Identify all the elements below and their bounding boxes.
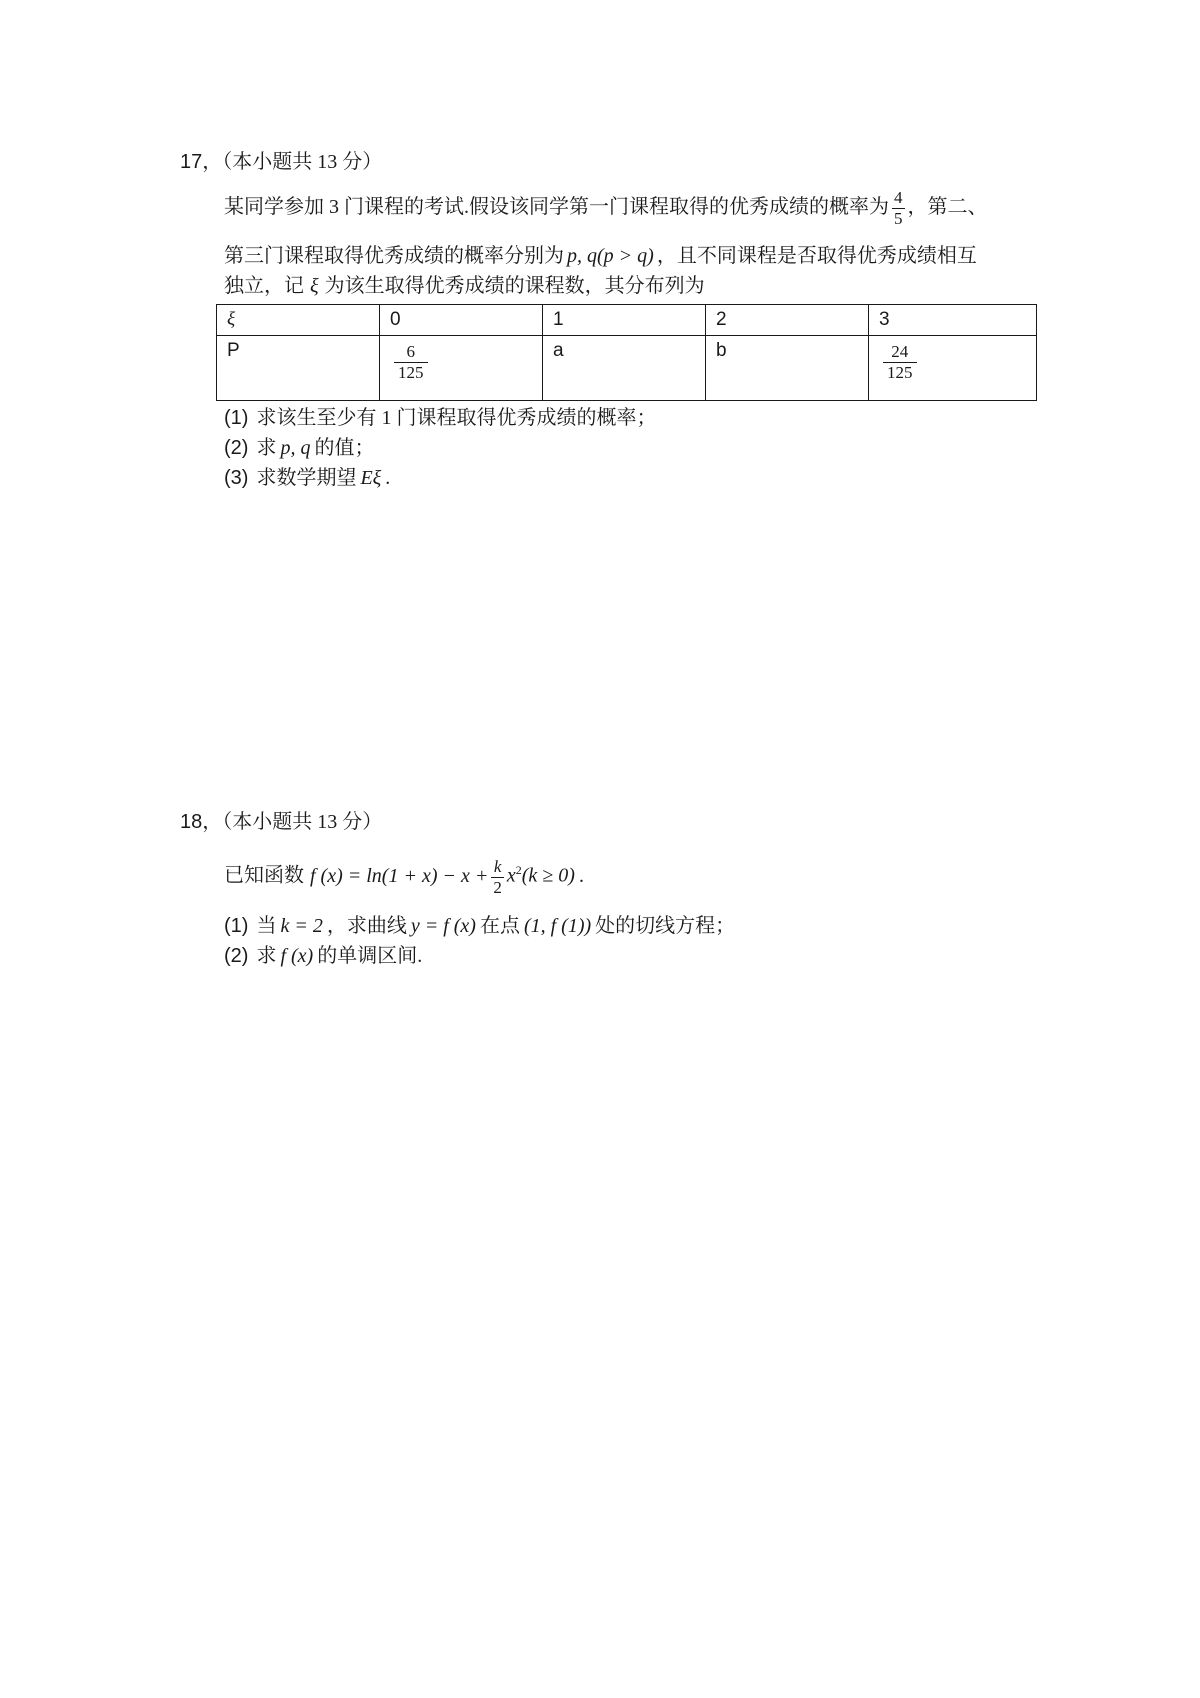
q17-sub2 bbox=[224, 434, 374, 462]
q17-sub3 bbox=[224, 464, 390, 492]
q17-line2 bbox=[224, 242, 977, 270]
q18-sub2-index: (2) bbox=[224, 945, 249, 967]
q17-number: 17， bbox=[180, 151, 223, 173]
table-cell-3: 3 bbox=[869, 305, 1037, 336]
q17-sub1 bbox=[224, 404, 656, 432]
fraction-numerator: k bbox=[493, 856, 502, 876]
table-header-row bbox=[217, 305, 1037, 336]
q17-xi-symbol: ξ bbox=[310, 275, 319, 297]
q17-line2-math: p, q(p > q) bbox=[567, 245, 654, 267]
q18-score: （本小题共 13 分） bbox=[222, 811, 383, 833]
q17-line3 bbox=[224, 272, 705, 300]
q17-sub3-text-b: . bbox=[385, 467, 391, 489]
q18-sub1-text-b: ，求曲线 bbox=[326, 915, 407, 937]
q17-sub3-text-a: 求数学期望 bbox=[256, 467, 357, 489]
q17-line2-text-b: ，且不同课程是否取得优秀成绩相互 bbox=[656, 245, 977, 267]
q18-sub1-k: k = 2 bbox=[280, 915, 323, 937]
q18-header bbox=[180, 808, 382, 836]
p0-fraction bbox=[394, 342, 428, 383]
table-cell-p1: a bbox=[543, 336, 706, 401]
table-cell-2: 2 bbox=[706, 305, 869, 336]
q17-intro-text-b: ，第二、 bbox=[907, 196, 988, 219]
q18-intro-text-b: . bbox=[578, 864, 584, 887]
q18-sub1-point: (1, f (1)) bbox=[523, 915, 592, 937]
table-cell-p-label: P bbox=[217, 336, 380, 401]
q17-line2-text-a: 第三门课程取得优秀成绩的概率分别为 bbox=[224, 245, 564, 267]
q18-sub1 bbox=[224, 912, 735, 940]
table-cell-1: 1 bbox=[543, 305, 706, 336]
q17-sub1-index: (1) bbox=[224, 407, 249, 429]
q18-sub2-text-a: 求 bbox=[256, 945, 277, 967]
q18-sub2-text-b: 的单调区间. bbox=[317, 945, 423, 967]
q17-sub2-text-b: 的值； bbox=[314, 437, 375, 459]
q17-sub3-index: (3) bbox=[224, 467, 249, 489]
table-cell-p3 bbox=[869, 336, 1037, 401]
q17-sub2-text-a: 求 bbox=[256, 437, 277, 459]
q17-intro-line bbox=[224, 188, 988, 229]
table-cell-xi bbox=[217, 305, 380, 336]
q18-sub1-index: (1) bbox=[224, 915, 249, 937]
q17-intro-text-a: 某同学参加 3 门课程的考试.假设该同学第一门课程取得的优秀成绩的概率为 bbox=[224, 196, 889, 219]
q17-score: （本小题共 13 分） bbox=[222, 151, 383, 173]
q17-sub1-text: 求该生至少有 1 门课程取得优秀成绩的概率； bbox=[256, 407, 657, 429]
p3-fraction bbox=[883, 342, 917, 383]
q17-sub3-math: Eξ bbox=[360, 467, 382, 489]
q18-sub1-curve: y = f (x) bbox=[410, 915, 476, 937]
q17-sub2-math: p, q bbox=[280, 437, 311, 459]
q17-line3-text-a: 独立，记 bbox=[224, 275, 304, 297]
q18-function-a: f (x) = ln(1 + x) − x + bbox=[310, 864, 489, 887]
q17-header bbox=[180, 148, 382, 176]
table-cell-0: 0 bbox=[380, 305, 543, 336]
fraction-numerator: 6 bbox=[406, 342, 415, 361]
q18-sub1-text-a: 当 bbox=[256, 915, 277, 937]
q18-sub2-function: f (x) bbox=[280, 945, 314, 967]
fraction-numerator: 4 bbox=[894, 188, 903, 207]
q18-sub1-text-d: 处的切线方程； bbox=[595, 915, 736, 937]
q17-fraction-four-fifths bbox=[892, 188, 905, 229]
distribution-table bbox=[216, 304, 1037, 401]
q18-intro-text-a: 已知函数 bbox=[224, 864, 304, 887]
q17-line3-text-b: 为该生取得优秀成绩的课程数，其分布列为 bbox=[324, 275, 705, 297]
fraction-denominator: 125 bbox=[398, 363, 424, 382]
table-cell-p0 bbox=[380, 336, 543, 401]
xi-label: ξ bbox=[227, 309, 236, 330]
q18-intro-line bbox=[224, 856, 584, 898]
fraction-numerator: 24 bbox=[891, 342, 909, 361]
q18-fraction-k-over-2 bbox=[491, 857, 504, 898]
q18-sub1-text-c: 在点 bbox=[479, 915, 520, 937]
q18-sub2 bbox=[224, 942, 422, 970]
table-probability-row bbox=[217, 336, 1037, 401]
fraction-denominator: 125 bbox=[887, 363, 913, 382]
q18-function-c: (k ≥ 0) bbox=[521, 864, 575, 887]
fraction-denominator: 5 bbox=[894, 209, 903, 228]
fraction-denominator: 2 bbox=[493, 877, 502, 897]
q17-sub2-index: (2) bbox=[224, 437, 249, 459]
table-cell-p2: b bbox=[706, 336, 869, 401]
q18-function-x: x bbox=[506, 864, 516, 887]
q18-function-exponent: 2 bbox=[515, 863, 522, 877]
q18-number: 18， bbox=[180, 811, 223, 833]
